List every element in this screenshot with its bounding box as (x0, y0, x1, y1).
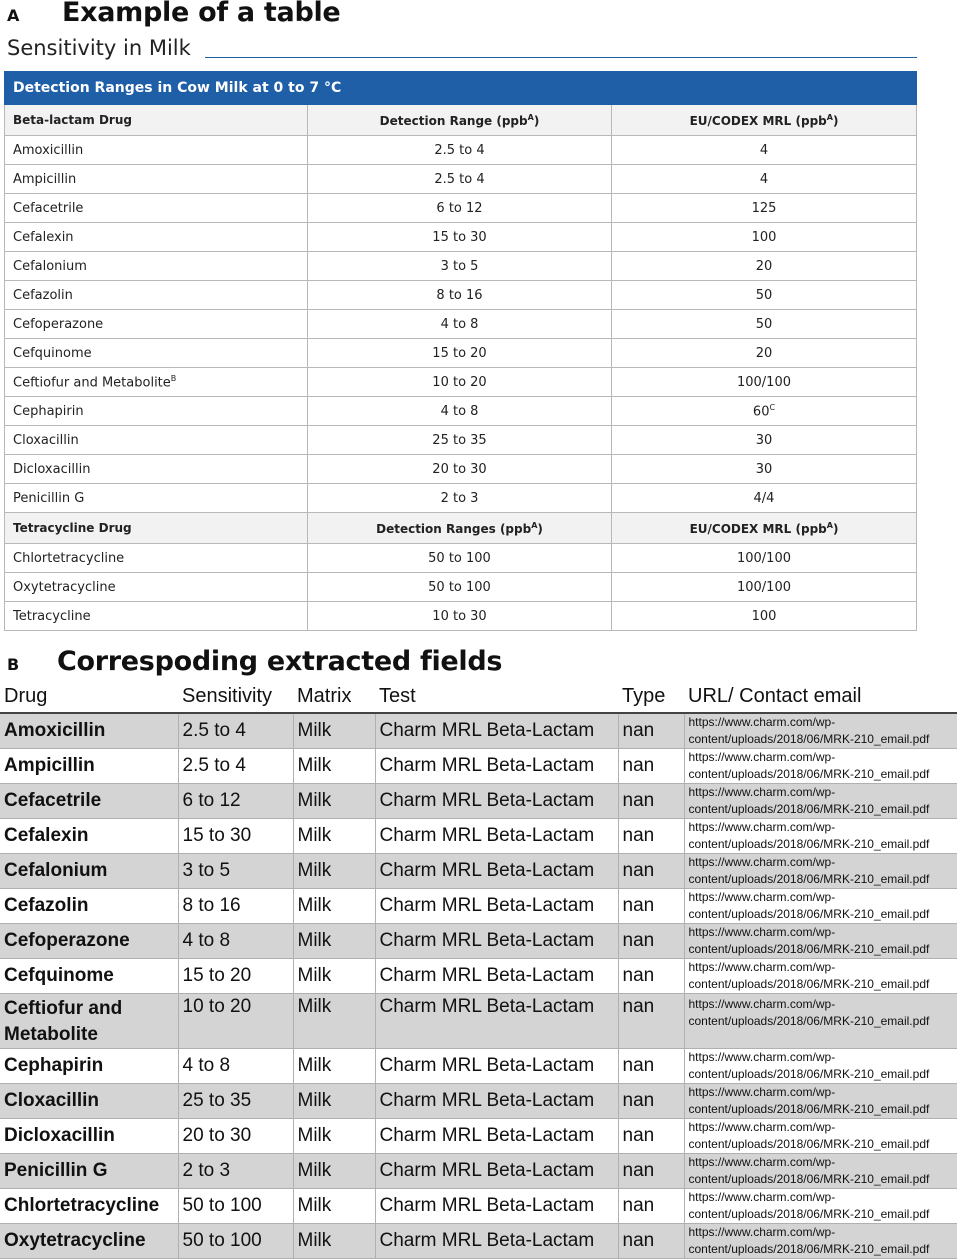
url-line: https://www.charm.com/wp- (688, 820, 836, 834)
matrix-cell: Milk (293, 994, 375, 1049)
column-header: Matrix (293, 680, 375, 713)
mrl-cell (612, 136, 917, 165)
mrl-cell (612, 397, 917, 426)
table-row (5, 165, 917, 194)
header-text: Detection Range (ppb (379, 113, 528, 128)
beta-lactam-header (5, 105, 917, 136)
range-cell: 10 to 30 (308, 602, 612, 631)
url-line: https://www.charm.com/wp- (688, 715, 836, 729)
url-cell (684, 924, 957, 959)
table-row (5, 223, 917, 252)
header-paren: ) (832, 521, 839, 536)
test-cell: Charm MRL Beta-Lactam (375, 994, 618, 1049)
table-row (5, 397, 917, 426)
mrl-value: 100/100 (736, 374, 791, 390)
url-line: content/uploads/2018/06/MRK-210_email.pdf (688, 907, 930, 921)
type-cell: nan (618, 994, 684, 1049)
test-cell: Charm MRL Beta-Lactam (375, 1154, 618, 1189)
matrix-cell: Milk (293, 819, 375, 854)
drug-cell: Dicloxacillin (0, 1119, 178, 1154)
table-row (0, 749, 957, 784)
range-cell: 6 to 12 (308, 194, 612, 223)
table-row (0, 784, 957, 819)
table-row (0, 924, 957, 959)
drug-cell (5, 339, 308, 368)
url-cell (684, 1119, 957, 1154)
range-cell: 4 to 8 (308, 310, 612, 339)
mrl-cell (612, 194, 917, 223)
matrix-cell: Milk (293, 1119, 375, 1154)
matrix-cell: Milk (293, 959, 375, 994)
range-cell: 25 to 35 (308, 426, 612, 455)
sensitivity-cell: 3 to 5 (178, 854, 293, 889)
type-cell: nan (618, 819, 684, 854)
drug-cell: Cefacetrile (0, 784, 178, 819)
tetracycline-header (5, 513, 917, 544)
table-row (5, 136, 917, 165)
type-cell: nan (618, 889, 684, 924)
test-cell: Charm MRL Beta-Lactam (375, 713, 618, 749)
test-cell: Charm MRL Beta-Lactam (375, 1119, 618, 1154)
drug-name: Cloxacillin (13, 432, 79, 448)
url-line: https://www.charm.com/wp- (688, 1155, 836, 1169)
drug-name: Ceftiofur and Metabolite (13, 375, 171, 391)
table-row (5, 281, 917, 310)
mrl-value: 100 (751, 608, 777, 624)
table-row (0, 819, 957, 854)
sensitivity-cell: 10 to 20 (178, 994, 293, 1049)
drug-cell: Penicillin G (0, 1154, 178, 1189)
drug-cell: Chlortetracycline (0, 1189, 178, 1224)
table-row (0, 1224, 957, 1259)
matrix-cell: Milk (293, 1189, 375, 1224)
mrl-cell (612, 426, 917, 455)
drug-name: Oxytetracycline (13, 579, 116, 595)
url-line: https://www.charm.com/wp- (688, 1225, 836, 1239)
test-cell: Charm MRL Beta-Lactam (375, 749, 618, 784)
drug-cell: Cephapirin (0, 1049, 178, 1084)
header-paren: ) (832, 113, 839, 128)
footnote-marker: A (527, 112, 534, 122)
sensitivity-cell: 2.5 to 4 (178, 713, 293, 749)
drug-cell: Amoxicillin (0, 713, 178, 749)
url-line: content/uploads/2018/06/MRK-210_email.pdf (688, 1014, 930, 1028)
drug-name: Cefquinome (13, 345, 92, 361)
mrl-cell (612, 455, 917, 484)
url-cell (684, 1049, 957, 1084)
range-cell: 2.5 to 4 (308, 136, 612, 165)
column-header: Type (618, 680, 684, 713)
drug-cell (5, 252, 308, 281)
matrix-cell: Milk (293, 1224, 375, 1259)
header-text: EU/CODEX MRL (ppb (689, 113, 827, 128)
url-cell (684, 1224, 957, 1259)
type-cell: nan (618, 1154, 684, 1189)
mrl-value: 20 (755, 345, 773, 361)
drug-cell: Cefazolin (0, 889, 178, 924)
test-cell: Charm MRL Beta-Lactam (375, 854, 618, 889)
panel-a-subtitle: Sensitivity in Milk (7, 36, 191, 60)
table-row (5, 602, 917, 631)
mrl-value: 60 (752, 404, 770, 420)
mrl-cell (612, 165, 917, 194)
mrl-cell (612, 281, 917, 310)
drug-cell (5, 223, 308, 252)
sensitivity-cell: 20 to 30 (178, 1119, 293, 1154)
table-row (5, 455, 917, 484)
mrl-cell (612, 484, 917, 513)
detection-ranges-table (4, 71, 917, 631)
table-row (0, 1049, 957, 1084)
type-cell: nan (618, 749, 684, 784)
sensitivity-cell: 4 to 8 (178, 924, 293, 959)
range-cell: 10 to 20 (308, 368, 612, 397)
range-cell: 8 to 16 (308, 281, 612, 310)
table-row (0, 1154, 957, 1189)
drug-cell: Cefoperazone (0, 924, 178, 959)
mrl-value: 125 (751, 200, 777, 216)
drug-name: Tetracycline (13, 608, 91, 624)
url-line: https://www.charm.com/wp- (688, 750, 836, 764)
type-cell: nan (618, 1084, 684, 1119)
drug-cell (5, 310, 308, 339)
drug-name: Cefalonium (13, 258, 87, 274)
url-line: https://www.charm.com/wp- (688, 997, 836, 1011)
drug-cell (5, 426, 308, 455)
table-row (5, 573, 917, 602)
drug-cell: Cefalexin (0, 819, 178, 854)
table-row (5, 368, 917, 397)
test-cell: Charm MRL Beta-Lactam (375, 1084, 618, 1119)
table-row (0, 713, 957, 749)
range-cell: 3 to 5 (308, 252, 612, 281)
url-line: https://www.charm.com/wp- (688, 785, 836, 799)
column-header: Test (375, 680, 618, 713)
url-cell (684, 994, 957, 1049)
table-row (0, 1189, 957, 1224)
url-line: https://www.charm.com/wp- (688, 1190, 836, 1204)
mrl-cell (612, 339, 917, 368)
drug-cell: Oxytetracycline (0, 1224, 178, 1259)
matrix-cell: Milk (293, 854, 375, 889)
range-cell: 2 to 3 (308, 484, 612, 513)
panel-a-label: A (7, 6, 20, 25)
matrix-cell: Milk (293, 784, 375, 819)
test-cell: Charm MRL Beta-Lactam (375, 784, 618, 819)
url-cell (684, 889, 957, 924)
type-cell: nan (618, 1224, 684, 1259)
table-row (0, 994, 957, 1049)
sensitivity-cell: 15 to 20 (178, 959, 293, 994)
url-line: content/uploads/2018/06/MRK-210_email.pdf (688, 872, 930, 886)
url-cell (684, 749, 957, 784)
table-row (5, 339, 917, 368)
url-line: https://www.charm.com/wp- (688, 1050, 836, 1064)
mrl-value: 100/100 (736, 550, 791, 566)
url-line: content/uploads/2018/06/MRK-210_email.pdf (688, 1102, 930, 1116)
drug-cell (5, 165, 308, 194)
drug-name: Cefazolin (13, 287, 73, 303)
drug-cell (5, 194, 308, 223)
type-cell: nan (618, 854, 684, 889)
mrl-value: 30 (755, 461, 773, 477)
drug-name: Cefoperazone (13, 316, 104, 332)
mrl-value: 20 (755, 258, 773, 274)
drug-name: Penicillin G (13, 490, 85, 506)
mrl-cell (612, 252, 917, 281)
mrl-value: 100/100 (736, 579, 791, 595)
drug-name: Dicloxacillin (13, 461, 91, 477)
url-cell (684, 784, 957, 819)
mrl-value: 4 (759, 142, 769, 158)
matrix-cell: Milk (293, 1084, 375, 1119)
mrl-value: 30 (755, 432, 773, 448)
table-row (0, 1119, 957, 1154)
panel-a-title: Example of a table (62, 0, 341, 28)
url-line: https://www.charm.com/wp- (688, 1120, 836, 1134)
extracted-fields-table (0, 680, 957, 1259)
header-range (308, 513, 612, 544)
matrix-cell: Milk (293, 749, 375, 784)
type-cell: nan (618, 1049, 684, 1084)
range-cell: 50 to 100 (308, 573, 612, 602)
url-cell (684, 713, 957, 749)
range-cell: 15 to 30 (308, 223, 612, 252)
url-line: content/uploads/2018/06/MRK-210_email.pdf (688, 942, 930, 956)
table-row (0, 1084, 957, 1119)
table-row (0, 889, 957, 924)
sensitivity-cell: 50 to 100 (178, 1224, 293, 1259)
drug-cell: Ampicillin (0, 749, 178, 784)
table-row (5, 252, 917, 281)
header-drug: Beta-lactam Drug (5, 105, 308, 136)
drug-cell (5, 484, 308, 513)
drug-cell (5, 136, 308, 165)
header-drug: Tetracycline Drug (5, 513, 308, 544)
drug-cell (5, 573, 308, 602)
test-cell: Charm MRL Beta-Lactam (375, 1049, 618, 1084)
table-row (5, 310, 917, 339)
url-line: https://www.charm.com/wp- (688, 960, 836, 974)
range-cell: 4 to 8 (308, 397, 612, 426)
sensitivity-cell: 2 to 3 (178, 1154, 293, 1189)
drug-cell: Ceftiofur and Metabolite (0, 994, 178, 1049)
column-header: URL/ Contact email (684, 680, 957, 713)
sensitivity-cell: 25 to 35 (178, 1084, 293, 1119)
footnote-marker: A (826, 112, 833, 122)
footnote-marker: A (531, 520, 538, 530)
drug-cell (5, 455, 308, 484)
drug-cell: Cefalonium (0, 854, 178, 889)
mrl-cell (612, 368, 917, 397)
url-line: content/uploads/2018/06/MRK-210_email.pdf (688, 1137, 930, 1151)
test-cell: Charm MRL Beta-Lactam (375, 1224, 618, 1259)
url-line: content/uploads/2018/06/MRK-210_email.pdf (688, 1207, 930, 1221)
matrix-cell: Milk (293, 1049, 375, 1084)
url-cell (684, 854, 957, 889)
url-cell (684, 1189, 957, 1224)
mrl-value: 4 (759, 171, 769, 187)
header-mrl (612, 513, 917, 544)
panel-b-label: B (7, 655, 20, 674)
header-paren: ) (537, 521, 543, 536)
footnote-marker: B (170, 373, 177, 383)
type-cell: nan (618, 959, 684, 994)
sensitivity-cell: 4 to 8 (178, 1049, 293, 1084)
sensitivity-cell: 2.5 to 4 (178, 749, 293, 784)
type-cell: nan (618, 1189, 684, 1224)
url-cell (684, 1084, 957, 1119)
url-line: https://www.charm.com/wp- (688, 890, 836, 904)
range-cell: 20 to 30 (308, 455, 612, 484)
test-cell: Charm MRL Beta-Lactam (375, 959, 618, 994)
mrl-cell (612, 544, 917, 573)
test-cell: Charm MRL Beta-Lactam (375, 924, 618, 959)
drug-name: Chlortetracycline (13, 550, 125, 566)
url-cell (684, 1154, 957, 1189)
drug-name: Cefalexin (13, 229, 74, 245)
extracted-fields-header (0, 680, 957, 713)
drug-cell (5, 397, 308, 426)
table-row (0, 959, 957, 994)
url-line: content/uploads/2018/06/MRK-210_email.pdf (688, 837, 930, 851)
footnote-marker: C (769, 402, 776, 412)
range-cell: 15 to 20 (308, 339, 612, 368)
drug-cell (5, 281, 308, 310)
table-banner (5, 72, 917, 105)
drug-cell (5, 602, 308, 631)
subtitle-rule (205, 57, 917, 58)
drug-name: Ampicillin (13, 171, 77, 187)
mrl-value: 4/4 (753, 490, 775, 506)
drug-cell: Cefquinome (0, 959, 178, 994)
sensitivity-cell: 15 to 30 (178, 819, 293, 854)
type-cell: nan (618, 713, 684, 749)
type-cell: nan (618, 924, 684, 959)
footnote-marker: A (826, 520, 833, 530)
type-cell: nan (618, 784, 684, 819)
url-line: content/uploads/2018/06/MRK-210_email.pdf (688, 1242, 930, 1256)
test-cell: Charm MRL Beta-Lactam (375, 889, 618, 924)
mrl-value: 50 (755, 287, 773, 303)
matrix-cell: Milk (293, 713, 375, 749)
drug-name: Cephapirin (13, 403, 84, 419)
table-row (5, 484, 917, 513)
mrl-value: 100 (751, 229, 777, 245)
url-line: https://www.charm.com/wp- (688, 925, 836, 939)
header-text: EU/CODEX MRL (ppb (689, 521, 827, 536)
table-row (5, 544, 917, 573)
sensitivity-cell: 6 to 12 (178, 784, 293, 819)
test-cell: Charm MRL Beta-Lactam (375, 1189, 618, 1224)
table-row (0, 854, 957, 889)
url-line: content/uploads/2018/06/MRK-210_email.pdf (688, 732, 930, 746)
matrix-cell: Milk (293, 924, 375, 959)
drug-name: Amoxicillin (13, 142, 84, 158)
header-paren: ) (533, 113, 540, 128)
type-cell: nan (618, 1119, 684, 1154)
drug-cell (5, 368, 308, 397)
mrl-cell (612, 602, 917, 631)
column-header: Sensitivity (178, 680, 293, 713)
panel-b-title: Correspoding extracted fields (57, 646, 503, 677)
test-cell: Charm MRL Beta-Lactam (375, 819, 618, 854)
sensitivity-cell: 8 to 16 (178, 889, 293, 924)
range-cell: 2.5 to 4 (308, 165, 612, 194)
drug-name: Cefacetrile (13, 200, 84, 216)
drug-cell: Cloxacillin (0, 1084, 178, 1119)
drug-cell (5, 544, 308, 573)
url-line: content/uploads/2018/06/MRK-210_email.pdf (688, 1067, 930, 1081)
url-line: https://www.charm.com/wp- (688, 855, 836, 869)
column-header: Drug (0, 680, 178, 713)
mrl-cell (612, 223, 917, 252)
header-text: Detection Ranges (ppb (376, 521, 532, 536)
range-cell: 50 to 100 (308, 544, 612, 573)
matrix-cell: Milk (293, 1154, 375, 1189)
mrl-value: 50 (755, 316, 773, 332)
matrix-cell: Milk (293, 889, 375, 924)
url-line: https://www.charm.com/wp- (688, 1085, 836, 1099)
mrl-cell (612, 573, 917, 602)
header-range (308, 105, 612, 136)
table-row (5, 194, 917, 223)
table-row (5, 426, 917, 455)
url-line: content/uploads/2018/06/MRK-210_email.pdf (688, 977, 930, 991)
url-cell (684, 959, 957, 994)
url-cell (684, 819, 957, 854)
header-mrl (612, 105, 917, 136)
table-banner-title: Detection Ranges in Cow Milk at 0 to 7 °C (5, 72, 917, 105)
url-line: content/uploads/2018/06/MRK-210_email.pdf (688, 1172, 930, 1186)
url-line: content/uploads/2018/06/MRK-210_email.pdf (688, 802, 930, 816)
mrl-cell (612, 310, 917, 339)
sensitivity-cell: 50 to 100 (178, 1189, 293, 1224)
url-line: content/uploads/2018/06/MRK-210_email.pdf (688, 767, 930, 781)
